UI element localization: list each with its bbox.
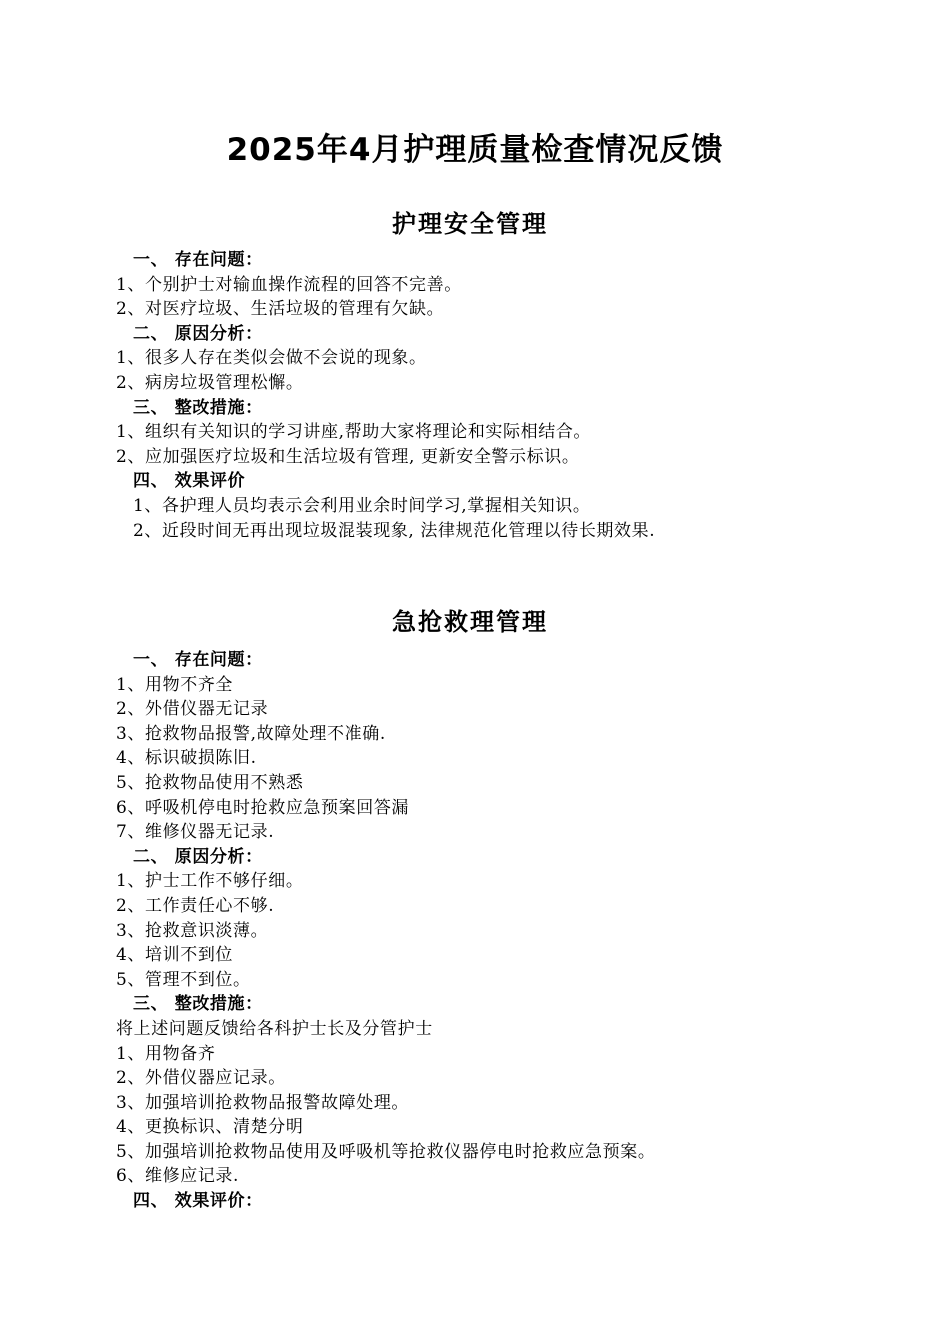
list-item: 3、抢救意识淡薄。 <box>116 920 269 941</box>
list-item: 将上述问题反馈给各科护士长及分管护士 <box>116 1018 433 1039</box>
list-item: 1、用物备齐 <box>116 1043 216 1064</box>
list-item: 1、个别护士对输血操作流程的回答不完善。 <box>116 274 462 295</box>
document-title: 2025年4月护理质量检查情况反馈 <box>226 132 724 168</box>
list-item: 1、组织有关知识的学习讲座,帮助大家将理论和实际相结合。 <box>116 422 592 443</box>
section-heading: 四、 效果评价 <box>133 471 246 492</box>
list-item: 1、用物不齐全 <box>116 674 234 695</box>
list-item: 5、加强培训抢救物品使用及呼吸机等抢救仪器停电时抢救应急预案。 <box>116 1141 656 1162</box>
list-item: 4、培训不到位 <box>116 945 234 966</box>
section-heading: 四、 效果评价： <box>133 1191 263 1212</box>
section-heading: 三、 整改措施： <box>133 397 263 418</box>
list-item: 2、外借仪器无记录 <box>116 699 269 720</box>
list-item: 1、很多人存在类似会做不会说的现象。 <box>116 348 427 369</box>
list-item: 3、抢救物品报警,故障处理不准确. <box>116 723 386 744</box>
section-title-emergency-care: 急抢救理管理 <box>392 607 548 636</box>
list-item: 2、工作责任心不够. <box>116 895 275 916</box>
list-item: 4、标识破损陈旧. <box>116 748 257 769</box>
list-item: 3、加强培训抢救物品报警故障处理。 <box>116 1092 410 1113</box>
section-heading: 一、 存在问题： <box>133 250 263 270</box>
list-item: 2、病房垃圾管理松懈。 <box>116 372 304 393</box>
list-item: 7、维修仪器无记录. <box>116 822 275 843</box>
list-item: 6、维修应记录. <box>116 1166 240 1187</box>
list-item: 2、近段时间无再出现垃圾混装现象, 法律规范化管理以待长期效果. <box>133 520 656 541</box>
section-heading: 三、 整改措施： <box>133 994 263 1015</box>
section-body-nursing-safety <box>116 248 916 543</box>
section-title-nursing-safety: 护理安全管理 <box>392 209 548 238</box>
list-item: 2、外借仪器应记录。 <box>116 1068 286 1089</box>
list-item: 1、护士工作不够仔细。 <box>116 871 304 892</box>
list-item: 1、各护理人员均表示会利用业余时间学习,掌握相关知识。 <box>133 495 591 516</box>
section-body-emergency-care <box>116 648 916 1214</box>
list-item: 5、抢救物品使用不熟悉 <box>116 772 304 793</box>
list-item: 2、对医疗垃圾、生活垃圾的管理有欠缺。 <box>116 299 445 320</box>
list-item: 6、呼吸机停电时抢救应急预案回答漏 <box>116 797 410 818</box>
list-item: 5、管理不到位。 <box>116 969 251 990</box>
section-heading: 一、 存在问题： <box>133 650 263 670</box>
list-item: 2、应加强医疗垃圾和生活垃圾有管理, 更新安全警示标识。 <box>116 446 580 467</box>
list-item: 4、更换标识、清楚分明 <box>116 1117 304 1138</box>
section-heading: 二、 原因分析： <box>133 846 263 867</box>
section-heading: 二、 原因分析： <box>133 323 263 344</box>
